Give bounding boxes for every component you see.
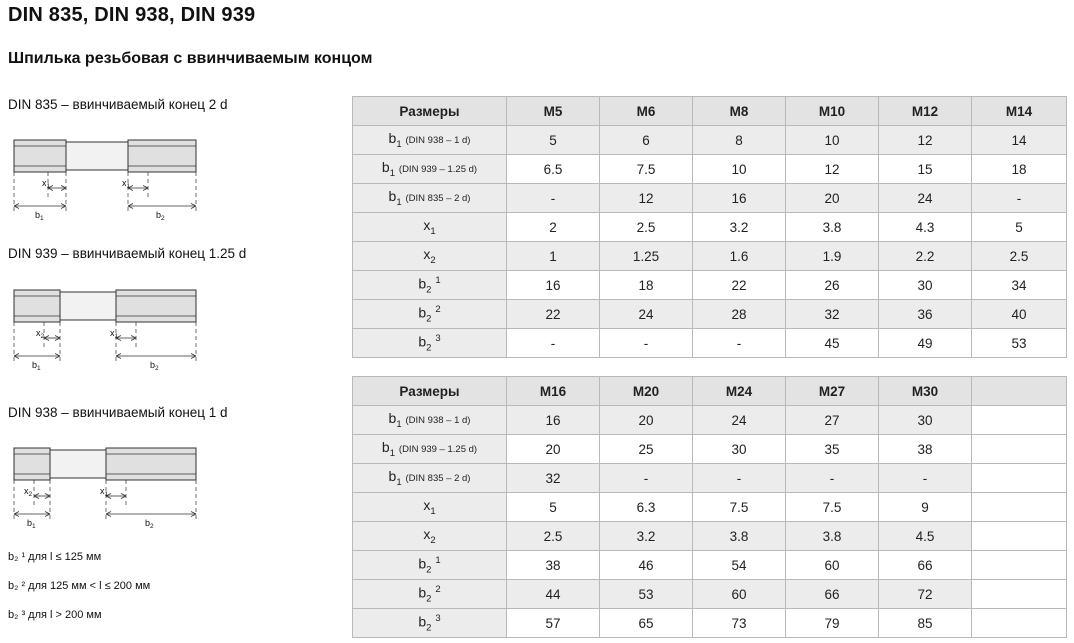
cell: 7.5: [786, 493, 879, 522]
cell: 34: [972, 271, 1067, 300]
row-label: $b_1$ (DIN 938 – 1 d): [353, 126, 507, 155]
cell: 18: [972, 155, 1067, 184]
row-label: $b_1$ (DIN 939 – 1.25 d): [353, 155, 507, 184]
figure-din835: [8, 126, 208, 221]
cell: 12: [879, 126, 972, 155]
cell: 24: [600, 300, 693, 329]
column-header-m20: M20: [600, 377, 693, 406]
cell: 4.5: [879, 522, 972, 551]
svg-text:b1: $b_1$: [35, 210, 44, 221]
cell: 12: [600, 184, 693, 213]
row-label: $x_1$: [353, 493, 507, 522]
cell: 10: [693, 155, 786, 184]
figure-caption-din938: DIN 938 – ввинчиваемый конец 1 d: [8, 405, 228, 420]
table-row: [353, 271, 1067, 300]
table-row: [353, 329, 1067, 358]
cell: 3.2: [693, 213, 786, 242]
cell: 60: [786, 551, 879, 580]
cell: 24: [879, 184, 972, 213]
cell: -: [972, 184, 1067, 213]
figure-din938: [8, 434, 208, 529]
column-header-empty: [972, 377, 1067, 406]
column-header-m5: M5: [507, 97, 600, 126]
table-row: [353, 493, 1067, 522]
figure-caption-din835: DIN 835 – ввинчиваемый конец 2 d: [8, 97, 228, 112]
row-label: $b_1$ (DIN 835 – 2 d): [353, 464, 507, 493]
svg-text:b2: $b_2$: [150, 360, 159, 371]
cell-empty: [972, 551, 1067, 580]
cell: 36: [879, 300, 972, 329]
cell: 27: [786, 406, 879, 435]
cell: 14: [972, 126, 1067, 155]
svg-text:x2: $x_2$: [36, 328, 45, 340]
cell: 53: [972, 329, 1067, 358]
cell: -: [600, 329, 693, 358]
cell: -: [786, 464, 879, 493]
cell: 30: [693, 435, 786, 464]
cell: 3.2: [600, 522, 693, 551]
row-label: $b_1$ (DIN 938 – 1 d): [353, 406, 507, 435]
cell: 25: [600, 435, 693, 464]
cell-empty: [972, 406, 1067, 435]
table-row: [353, 155, 1067, 184]
row-label: $b_2$ $^2$: [353, 580, 507, 609]
figure-din939: [8, 276, 208, 371]
column-header-m14: M14: [972, 97, 1067, 126]
cell: -: [600, 464, 693, 493]
cell: 16: [507, 271, 600, 300]
row-label: $b_2$ $^1$: [353, 271, 507, 300]
svg-text:b1: $b_1$: [27, 518, 36, 529]
cell-empty: [972, 464, 1067, 493]
table-row: [353, 551, 1067, 580]
cell: 38: [507, 551, 600, 580]
cell: 2: [507, 213, 600, 242]
table-header-row: [353, 97, 1067, 126]
cell: 28: [693, 300, 786, 329]
cell: 18: [600, 271, 693, 300]
table-row: [353, 464, 1067, 493]
cell: 54: [693, 551, 786, 580]
cell: 16: [507, 406, 600, 435]
cell: -: [879, 464, 972, 493]
cell: 1.6: [693, 242, 786, 271]
cell: 20: [786, 184, 879, 213]
cell: 20: [507, 435, 600, 464]
cell: 45: [786, 329, 879, 358]
cell: 1: [507, 242, 600, 271]
cell: 3.8: [786, 522, 879, 551]
cell: 6.3: [600, 493, 693, 522]
cell: 30: [879, 406, 972, 435]
cell: 12: [786, 155, 879, 184]
cell: 49: [879, 329, 972, 358]
cell: 26: [786, 271, 879, 300]
cell: 60: [693, 580, 786, 609]
column-header-m24: M24: [693, 377, 786, 406]
cell-empty: [972, 435, 1067, 464]
svg-text:x1: $x_1$: [122, 178, 131, 190]
cell: 16: [693, 184, 786, 213]
cell: 32: [786, 300, 879, 329]
cell: 38: [879, 435, 972, 464]
cell: 3.8: [693, 522, 786, 551]
table-row: [353, 184, 1067, 213]
cell: 6.5: [507, 155, 600, 184]
svg-text:x1: $x_1$: [42, 178, 51, 190]
row-label: $b_2$ $^3$: [353, 609, 507, 638]
cell: 85: [879, 609, 972, 638]
column-header-m16: M16: [507, 377, 600, 406]
row-label: $b_1$ (DIN 939 – 1.25 d): [353, 435, 507, 464]
column-header-m27: M27: [786, 377, 879, 406]
svg-text:x1: $x_1$: [100, 486, 109, 498]
table-header-row: [353, 377, 1067, 406]
cell: 7.5: [693, 493, 786, 522]
cell: 5: [507, 493, 600, 522]
footnote-1: b₂ ¹ для l ≤ 125 мм: [8, 551, 102, 563]
column-header-m12: M12: [879, 97, 972, 126]
row-label: $b_2$ $^1$: [353, 551, 507, 580]
cell: 7.5: [600, 155, 693, 184]
cell: 24: [693, 406, 786, 435]
svg-text:b2: $b_2$: [145, 518, 154, 529]
svg-text:x2: $x_2$: [24, 486, 33, 498]
column-header-m8: M8: [693, 97, 786, 126]
page-subtitle: Шпилька резьбовая с ввинчиваемым концом: [8, 50, 373, 67]
cell: 1.9: [786, 242, 879, 271]
cell: 5: [507, 126, 600, 155]
page-title: DIN 835, DIN 938, DIN 939: [8, 4, 256, 26]
cell-empty: [972, 522, 1067, 551]
cell: 2.5: [600, 213, 693, 242]
cell: 4.3: [879, 213, 972, 242]
cell: 73: [693, 609, 786, 638]
cell: 8: [693, 126, 786, 155]
column-header-m30: M30: [879, 377, 972, 406]
cell-empty: [972, 493, 1067, 522]
cell: -: [507, 184, 600, 213]
column-header-sizes: Размеры: [353, 377, 507, 406]
footnote-2: b₂ ² для 125 мм < l ≤ 200 мм: [8, 580, 151, 592]
cell: 57: [507, 609, 600, 638]
cell: 66: [786, 580, 879, 609]
column-header-m6: M6: [600, 97, 693, 126]
cell: 40: [972, 300, 1067, 329]
cell: 15: [879, 155, 972, 184]
row-label: $x_2$: [353, 522, 507, 551]
cell: 65: [600, 609, 693, 638]
table-row: [353, 406, 1067, 435]
footnote-3: b₂ ³ для l > 200 мм: [8, 609, 102, 621]
cell: 46: [600, 551, 693, 580]
dimensions-table-m5-m14: [352, 96, 1067, 358]
cell: 30: [879, 271, 972, 300]
cell: 22: [693, 271, 786, 300]
table-row: [353, 300, 1067, 329]
row-label: $b_1$ (DIN 835 – 2 d): [353, 184, 507, 213]
cell: -: [507, 329, 600, 358]
row-label: $b_2$ $^3$: [353, 329, 507, 358]
table-row: [353, 242, 1067, 271]
table-row: [353, 213, 1067, 242]
cell: -: [693, 464, 786, 493]
cell: 66: [879, 551, 972, 580]
cell: 22: [507, 300, 600, 329]
column-header-sizes: Размеры: [353, 97, 507, 126]
cell: 35: [786, 435, 879, 464]
table-row: [353, 522, 1067, 551]
cell: 10: [786, 126, 879, 155]
table-row: [353, 435, 1067, 464]
row-label: $x_1$: [353, 213, 507, 242]
cell: 20: [600, 406, 693, 435]
cell: 2.5: [507, 522, 600, 551]
column-header-m10: M10: [786, 97, 879, 126]
cell-empty: [972, 580, 1067, 609]
cell: 72: [879, 580, 972, 609]
cell: 1.25: [600, 242, 693, 271]
cell: 32: [507, 464, 600, 493]
cell: 2.2: [879, 242, 972, 271]
cell: 2.5: [972, 242, 1067, 271]
cell: 79: [786, 609, 879, 638]
cell-empty: [972, 609, 1067, 638]
row-label: $b_2$ $^2$: [353, 300, 507, 329]
cell: 9: [879, 493, 972, 522]
cell: 3.8: [786, 213, 879, 242]
cell: 5: [972, 213, 1067, 242]
row-label: $x_2$: [353, 242, 507, 271]
table-row: [353, 126, 1067, 155]
cell: 44: [507, 580, 600, 609]
cell: 6: [600, 126, 693, 155]
table-row: [353, 580, 1067, 609]
figure-caption-din939: DIN 939 – ввинчиваемый конец 1.25 d: [8, 246, 247, 261]
cell: 53: [600, 580, 693, 609]
svg-text:x1: $x_1$: [110, 328, 119, 340]
svg-text:b2: $b_2$: [156, 210, 165, 221]
svg-text:b1: $b_1$: [32, 360, 41, 371]
footnotes: [8, 552, 150, 639]
cell: -: [693, 329, 786, 358]
table-row: [353, 609, 1067, 638]
dimensions-table-m16-m30: [352, 376, 1067, 638]
